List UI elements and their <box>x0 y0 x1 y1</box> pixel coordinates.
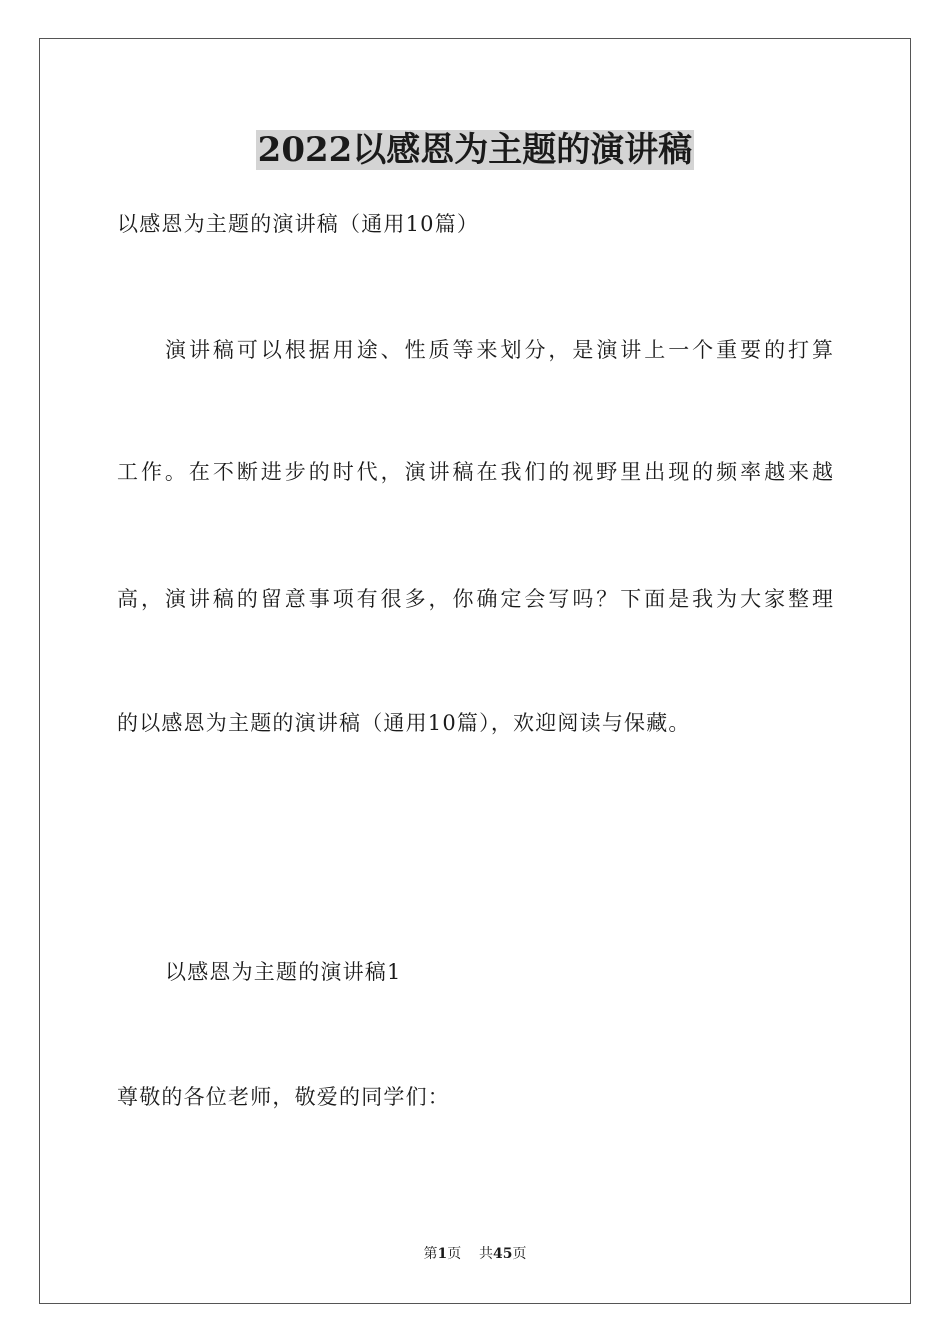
footer-total-pages: 45 <box>493 1246 513 1262</box>
footer-page-prefix: 第 <box>423 1246 438 1262</box>
footer-page-number: 1 <box>437 1246 448 1262</box>
document-subtitle: 以感恩为主题的演讲稿（通用10篇） <box>117 212 480 236</box>
footer-page-suffix: 页 <box>447 1246 462 1262</box>
intro-line-4: 的以感恩为主题的演讲稿（通用10篇），欢迎阅读与保藏。 <box>117 711 691 735</box>
footer-total-suffix: 页 <box>512 1246 527 1262</box>
intro-line-3: 高，演讲稿的留意事项有很多，你确定会写吗？下面是我为大家整理 <box>117 587 833 611</box>
page-footer <box>0 1244 950 1264</box>
document-title-text: 2022以感恩为主题的演讲稿 <box>257 130 693 170</box>
intro-line-1: 演讲稿可以根据用途、性质等来划分，是演讲上一个重要的打算 <box>165 338 833 362</box>
salutation: 尊敬的各位老师，敬爱的同学们： <box>117 1085 450 1109</box>
document-title <box>0 128 950 172</box>
intro-line-2: 工作。在不断进步的时代，演讲稿在我们的视野里出现的频率越来越 <box>117 460 833 484</box>
footer-total-prefix: 共 <box>479 1246 494 1262</box>
section-heading: 以感恩为主题的演讲稿1 <box>165 960 402 984</box>
